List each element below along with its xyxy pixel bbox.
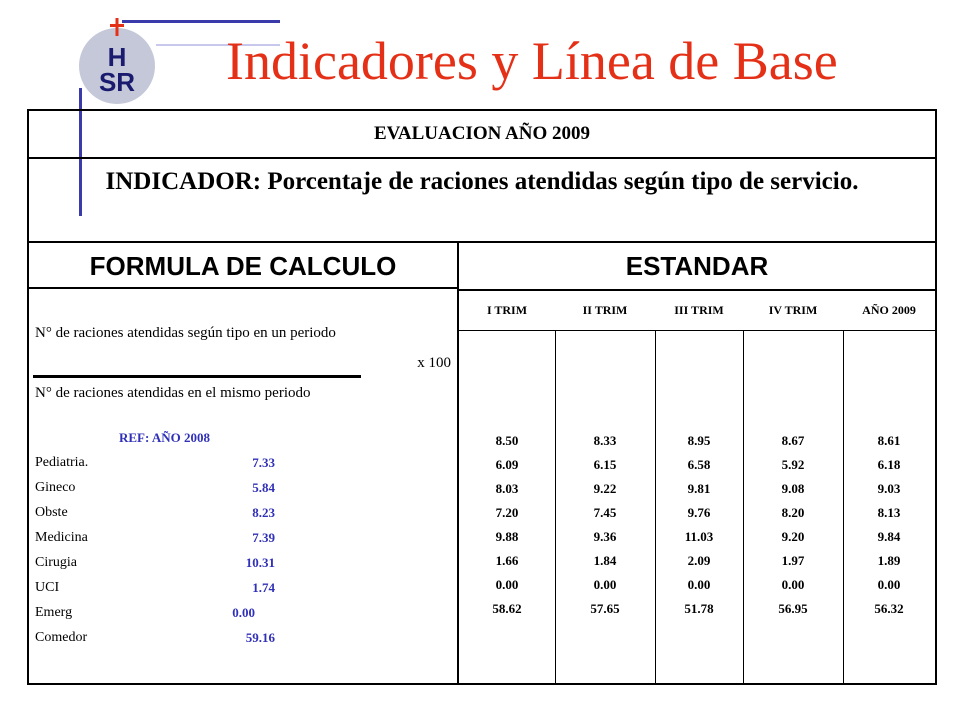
quarter-value: 11.03 [684, 529, 714, 544]
indicator-heading: INDICADOR: Porcentaje de raciones atendidas según tipo de servicio. [29, 157, 935, 243]
svg-text:SR: SR [98, 67, 136, 97]
quarter-value: 0.00 [593, 577, 617, 592]
quarter-column-header: II TRIM [555, 289, 655, 331]
quarter-value: 8.13 [877, 505, 901, 520]
quarter-value: 56.95 [778, 601, 808, 616]
quarter-value: 1.89 [877, 553, 901, 568]
quarter-value: 1.97 [781, 553, 805, 568]
quarter-value: 9.84 [877, 529, 901, 544]
reference-value: 1.74 [252, 580, 275, 595]
quarter-value: 51.78 [684, 601, 714, 616]
quarter-column-header: III TRIM [655, 289, 743, 331]
quarter-value: 0.00 [781, 577, 805, 592]
quarter-value: 7.20 [495, 505, 519, 520]
reference-row [35, 580, 275, 600]
reference-service: Comedor [35, 630, 88, 645]
formula-cell [29, 289, 459, 683]
formula-multiplier: x 100 [417, 355, 451, 371]
reference-value: 0.00 [232, 605, 255, 620]
quarter-value: 0.00 [877, 577, 901, 592]
formula-numerator: N° de raciones atendidas según tipo en un periodo [35, 325, 336, 341]
quarter-value: 9.03 [877, 481, 901, 496]
evaluation-heading: EVALUACION AÑO 2009 [29, 111, 935, 159]
reference-value: 7.39 [252, 530, 275, 545]
formula-header: FORMULA DE CALCULO [29, 243, 459, 289]
reference-value: 7.33 [252, 455, 275, 470]
quarter-value: 0.00 [495, 577, 519, 592]
quarter-value: 1.66 [495, 553, 519, 568]
quarter-column-header: I TRIM [459, 289, 555, 331]
reference-service: Medicina [35, 530, 88, 545]
quarter-value: 6.15 [593, 457, 617, 472]
quarter-value: 5.92 [781, 457, 805, 472]
quarter-value: 6.09 [495, 457, 519, 472]
reference-value: 10.31 [245, 555, 275, 570]
quarter-column-header: IV TRIM [743, 289, 843, 331]
quarter-value: 8.33 [593, 433, 617, 448]
quarter-value: 9.81 [687, 481, 711, 496]
quarter-value: 2.09 [687, 553, 711, 568]
reference-row [35, 505, 275, 525]
quarter-value: 57.65 [590, 601, 620, 616]
quarter-column [743, 331, 843, 683]
formula-denominator: N° de raciones atendidas en el mismo periodo [35, 385, 311, 401]
reference-value: 8.23 [252, 505, 275, 520]
standard-header: ESTANDAR [459, 243, 935, 291]
reference-service: Obste [35, 505, 68, 520]
reference-service: Gineco [35, 480, 76, 495]
reference-service: Cirugia [35, 555, 77, 570]
quarter-value: 9.76 [687, 505, 711, 520]
quarter-value: 0.00 [687, 577, 711, 592]
reference-row [35, 630, 275, 650]
hospital-logo-icon [72, 18, 162, 108]
indicator-table [27, 109, 937, 685]
reference-heading: REF: AÑO 2008 [119, 430, 210, 445]
reference-row [35, 605, 275, 625]
quarter-value: 58.62 [492, 601, 522, 616]
quarter-value: 8.61 [877, 433, 901, 448]
quarter-value: 9.08 [781, 481, 805, 496]
standard-grid [459, 289, 935, 683]
quarter-value: 6.18 [877, 457, 901, 472]
reference-service: UCI [35, 580, 60, 595]
reference-value: 5.84 [252, 480, 275, 495]
quarter-column [459, 331, 555, 683]
quarter-value: 1.84 [593, 553, 617, 568]
quarter-column-header: AÑO 2009 [843, 289, 935, 331]
quarter-value: 7.45 [593, 505, 617, 520]
reference-row [35, 555, 275, 575]
reference-service: Pediatria. [35, 455, 89, 470]
svg-text:H: H [107, 42, 127, 72]
reference-row [35, 455, 275, 475]
quarter-column [843, 331, 935, 683]
quarter-value: 56.32 [874, 601, 904, 616]
fraction-line [33, 375, 361, 378]
quarter-value: 8.03 [495, 481, 519, 496]
quarter-value: 8.50 [495, 433, 519, 448]
page-title: Indicadores y Línea de Base [226, 31, 838, 91]
quarter-column [555, 331, 655, 683]
reference-row [35, 480, 275, 500]
quarter-value: 9.20 [781, 529, 805, 544]
quarter-value: 6.58 [687, 457, 711, 472]
quarter-column [655, 331, 743, 683]
quarter-value: 8.67 [781, 433, 805, 448]
quarter-value: 9.88 [495, 529, 519, 544]
quarter-value: 9.22 [593, 481, 617, 496]
reference-value: 59.16 [245, 630, 275, 645]
reference-service: Emerg [35, 605, 73, 620]
quarter-value: 8.95 [687, 433, 711, 448]
quarter-value: 8.20 [781, 505, 805, 520]
quarter-value: 9.36 [593, 529, 617, 544]
reference-row [35, 530, 275, 550]
